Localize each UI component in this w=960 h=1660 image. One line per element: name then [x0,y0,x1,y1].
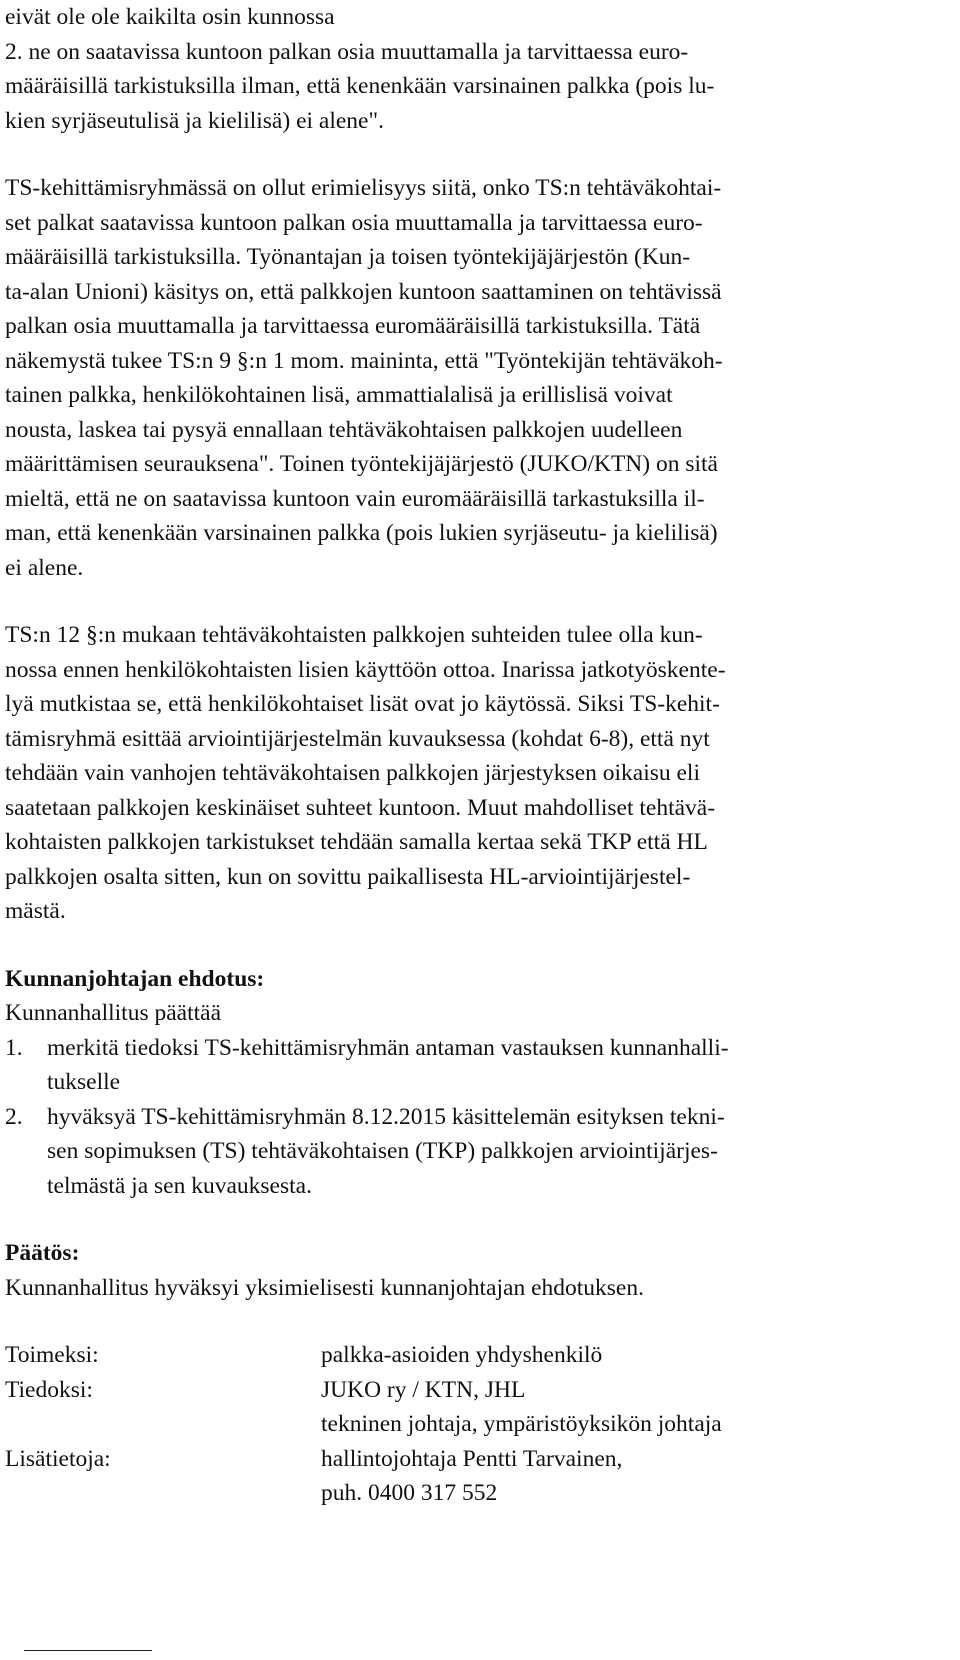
decision-section [5,1236,925,1305]
distribution-label [5,1476,321,1511]
item-text: merkitä tiedoksi TS-kehittämisryhmän antaman vastauksen kunnanhalli- [47,1034,729,1061]
paragraph-gap [5,138,925,171]
proposal-intro: Kunnanhallitus päättää [5,1000,221,1026]
text-line: määräisillä tarkistuksilla. Työnantajan ja toisen työntekijäjärjestön (Kun- [5,244,691,270]
text-line: tehdään vain vanhojen tehtäväkohtaisen palkkojen järjestyksen oikaisu eli [5,760,700,786]
decision-heading: Päätös: [5,1240,80,1266]
distribution-value: JUKO ry / KTN, JHL [321,1376,526,1403]
text-line: mieltä, että ne on saatavissa kuntoon vain euromääräisillä tarkastuksilla il- [5,485,705,512]
item-text: tukselle [47,1069,121,1095]
text-line: tainen palkka, henkilökohtainen lisä, ammattialalisä ja erillislisä voivat [5,382,673,408]
distribution-row [5,1373,925,1408]
proposal-item [5,1031,925,1100]
text-line: ta-alan Unioni) käsitys on, että palkkojen kuntoon saattaminen on tehtävissä [5,278,722,305]
item-number: 2. [5,1103,23,1130]
text-line: saatetaan palkkojen keskinäiset suhteet kuntoon. Muut mahdolliset tehtävä- [5,794,716,821]
paragraph-disagreement [5,171,925,585]
distribution-row [5,1338,925,1373]
text-line: mästä. [5,898,66,924]
proposal-heading: Kunnanjohtajan ehdotus: [5,965,265,992]
text-line: man, että kenenkään varsinainen palkka (pois lukien syrjäseutu- ja kielilisä) [5,520,718,546]
distribution-label: Toimeksi: [5,1342,99,1368]
text-line: eivät ole ole kaikilta osin kunnossa [5,4,335,30]
distribution-label: Lisätietoja: [5,1445,111,1472]
text-line: palkan osia muuttamalla ja tarvittaessa euromääräisillä tarkistuksilla. Tätä [5,313,701,339]
distribution-label: Tiedoksi: [5,1376,93,1403]
distribution-value: tekninen johtaja, ympäristöyksikön johtaja [321,1411,722,1437]
text-line: TS:n 12 §:n mukaan tehtäväkohtaisten palkkojen suhteiden tulee olla kun- [5,622,703,648]
item-text: hyväksyä TS-kehittämisryhmän 8.12.2015 käsittelemän esityksen tekni- [47,1103,725,1130]
distribution-row [5,1407,925,1442]
text-line: nossa ennen henkilökohtaisten lisien käyttöön ottoa. Inarissa jatkotyöskente- [5,656,726,683]
distribution-section [5,1338,925,1511]
item-text: sen sopimuksen (TS) tehtäväkohtaisen (TKP) palkkojen arviointijärjes- [47,1138,718,1164]
decision-text: Kunnanhallitus hyväksyi yksimielisesti kunnanjohtajan ehdotuksen. [5,1274,644,1301]
distribution-value: hallintojohtaja Pentti Tarvainen, [321,1445,623,1472]
distribution-label [5,1407,321,1442]
proposal-item [5,1100,925,1204]
text-line: kohtaisten palkkojen tarkistukset tehdään samalla kertaa sekä TKP että HL [5,829,708,855]
distribution-row [5,1442,925,1477]
proposal-section [5,962,925,1204]
text-line: 2. ne on saatavissa kuntoon palkan osia muuttamalla ja tarvittaessa euro- [5,38,689,65]
paragraph-gap [5,585,925,618]
intro-section [5,0,925,138]
footnote-rule [24,1650,152,1651]
text-line: määräisillä tarkistuksilla ilman, että kenenkään varsinainen palkka (pois lu- [5,73,715,99]
item-text: telmästä ja sen kuvauksesta. [47,1172,312,1199]
document-page [5,0,925,1511]
text-line: tämisryhmä esittää arviointijärjestelmän kuvauksessa (kohdat 6-8), että nyt [5,725,710,752]
text-line: kien syrjäseutulisä ja kielilisä) ei alene". [5,107,384,134]
paragraph-gap [5,929,925,962]
text-line: nousta, laskea tai pysyä ennallaan tehtäväkohtaisen palkkojen uudelleen [5,416,683,443]
item-number: 1. [5,1034,23,1061]
paragraph-gap [5,1203,925,1236]
text-line: määrittämisen seurauksena". Toinen työntekijäjärjestö (JUKO/KTN) on sitä [5,451,718,477]
paragraph-ts12 [5,618,925,929]
text-line: TS-kehittämisryhmässä on ollut erimielisyys siitä, onko TS:n tehtäväkohtai- [5,175,722,201]
paragraph-gap [5,1305,925,1338]
text-line: näkemystä tukee TS:n 9 §:n 1 mom. maininta, että "Työntekijän tehtäväkoh- [5,347,723,374]
distribution-row [5,1476,925,1511]
text-line: palkkojen osalta sitten, kun on sovittu paikallisesta HL-arviointijärjestel- [5,863,691,890]
text-line: set palkat saatavissa kuntoon palkan osia muuttamalla ja tarvittaessa euro- [5,209,703,236]
distribution-value: puh. 0400 317 552 [321,1480,498,1506]
text-line: lyä mutkistaa se, että henkilökohtaiset lisät ovat jo käytössä. Siksi TS-kehit- [5,691,720,717]
text-line: ei alene. [5,554,84,581]
distribution-value: palkka-asioiden yhdyshenkilö [321,1342,603,1368]
